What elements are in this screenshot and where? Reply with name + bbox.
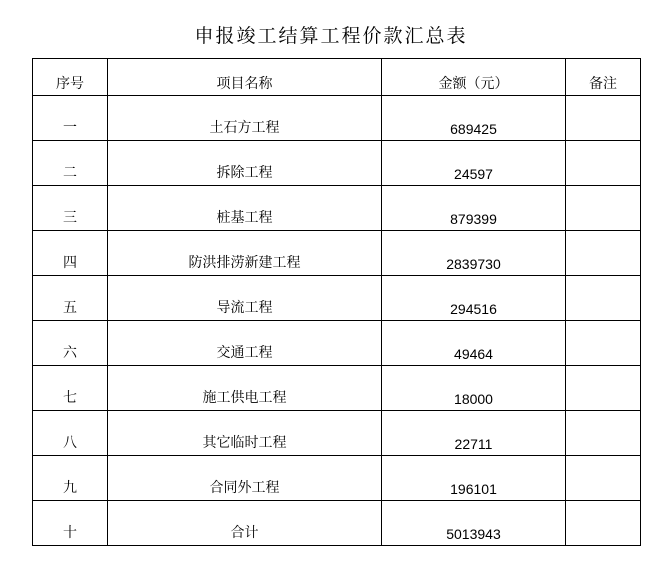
- row-amount: 22711: [382, 411, 566, 456]
- row-note: [566, 96, 641, 141]
- summary-table: [32, 58, 641, 546]
- table-row: [33, 321, 641, 366]
- table-row: [33, 231, 641, 276]
- table-row: [33, 366, 641, 411]
- row-no: 四: [33, 231, 108, 276]
- row-note: [566, 276, 641, 321]
- row-note: [566, 141, 641, 186]
- table-row: [33, 456, 641, 501]
- row-note: [566, 411, 641, 456]
- header-amount: 金额（元）: [382, 59, 566, 96]
- table-header-row: [33, 59, 641, 96]
- row-name: 合同外工程: [108, 456, 382, 501]
- row-no: 九: [33, 456, 108, 501]
- row-no: 十: [33, 501, 108, 546]
- table-row: [33, 96, 641, 141]
- row-no: 五: [33, 276, 108, 321]
- row-no: 三: [33, 186, 108, 231]
- row-name: 拆除工程: [108, 141, 382, 186]
- row-name: 其它临时工程: [108, 411, 382, 456]
- row-amount: 196101: [382, 456, 566, 501]
- page-title: 申报竣工结算工程价款汇总表: [194, 25, 468, 47]
- table-row: [33, 276, 641, 321]
- row-amount: 879399: [382, 186, 566, 231]
- row-amount: 689425: [382, 96, 566, 141]
- row-no: 七: [33, 366, 108, 411]
- row-amount: 24597: [382, 141, 566, 186]
- row-note: [566, 366, 641, 411]
- row-note: [566, 231, 641, 276]
- row-name: 土石方工程: [108, 96, 382, 141]
- row-no: 六: [33, 321, 108, 366]
- row-amount: 2839730: [382, 231, 566, 276]
- row-no: 一: [33, 96, 108, 141]
- row-name: 施工供电工程: [108, 366, 382, 411]
- header-no: 序号: [33, 59, 108, 96]
- row-amount: 294516: [382, 276, 566, 321]
- row-amount: 49464: [382, 321, 566, 366]
- row-no: 二: [33, 141, 108, 186]
- row-note: [566, 321, 641, 366]
- table-row: [33, 186, 641, 231]
- row-name: 导流工程: [108, 276, 382, 321]
- row-name: 桩基工程: [108, 186, 382, 231]
- row-note: [566, 456, 641, 501]
- row-amount: 18000: [382, 366, 566, 411]
- row-note: [566, 501, 641, 546]
- table-total-row: [33, 501, 641, 546]
- row-name: 防洪排涝新建工程: [108, 231, 382, 276]
- row-note: [566, 186, 641, 231]
- header-note: 备注: [566, 59, 641, 96]
- row-no: 八: [33, 411, 108, 456]
- row-name: 交通工程: [108, 321, 382, 366]
- row-name: 合计: [108, 501, 382, 546]
- header-name: 项目名称: [108, 59, 382, 96]
- table-row: [33, 411, 641, 456]
- row-amount: 5013943: [382, 501, 566, 546]
- table-row: [33, 141, 641, 186]
